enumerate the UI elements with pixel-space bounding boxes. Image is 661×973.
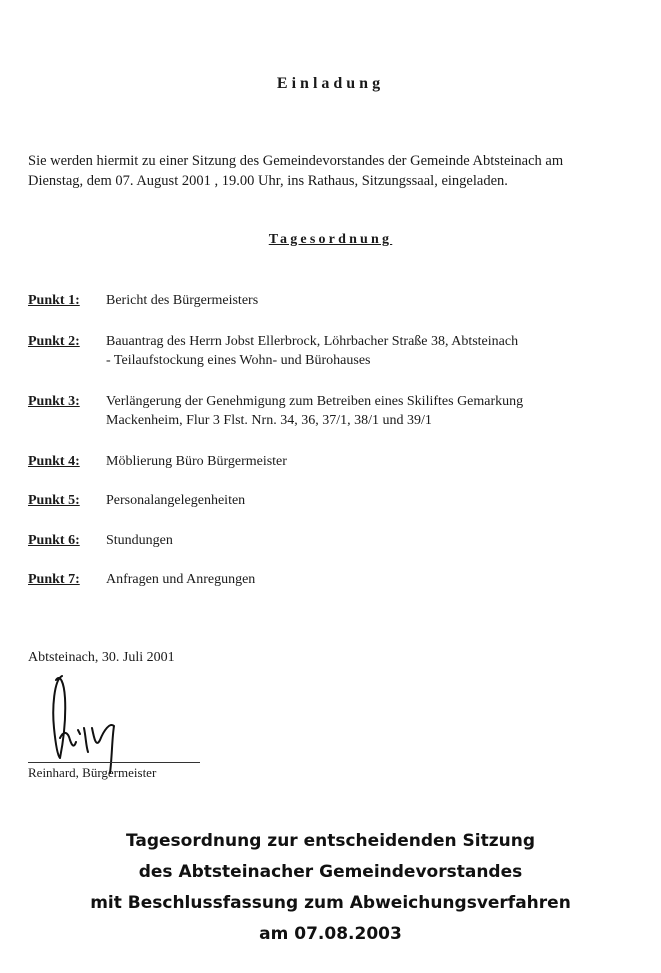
agenda-item-label: Punkt 6: [28, 533, 80, 548]
agenda-item-label: Punkt 5: [28, 493, 80, 508]
agenda-item-text [106, 531, 646, 550]
agenda-item-line: - Teilaufstockung eines Wohn- und Bürohauses [106, 353, 371, 368]
agenda-item-line: Bauantrag des Herrn Jobst Ellerbrock, Löhrbacher Straße 38, Abtsteinach [106, 334, 519, 349]
agenda-item-line: Verlängerung der Genehmigung zum Betreiben eines Skiliftes Gemarkung [106, 394, 524, 409]
agenda-item-text [106, 332, 646, 370]
agenda-item-line: Personalangelegenheiten [106, 493, 246, 508]
document-heading: Einladung [276, 75, 385, 92]
agenda-item-text [106, 392, 646, 430]
agenda-item-label: Punkt 7: [28, 572, 80, 587]
agenda-item-text [106, 491, 646, 510]
agenda-item-label: Punkt 3: [28, 394, 80, 409]
agenda-item-label: Punkt 2: [28, 334, 80, 349]
signer-name: Reinhard, Bürgermeister [28, 765, 157, 780]
agenda-item-line: Möblierung Büro Bürgermeister [106, 454, 287, 469]
intro-line: Sie werden hiermit zu einer Sitzung des Gemeindevorstandes der Gemeinde Abtsteinach am [28, 153, 564, 169]
caption-line: Tagesordnung zur entscheidenden Sitzung [125, 831, 536, 851]
intro-paragraph [28, 151, 653, 191]
agenda-title: Tagesordnung [268, 232, 393, 247]
place-date: Abtsteinach, 30. Juli 2001 [28, 650, 175, 665]
caption-line: des Abtsteinacher Gemeindevorstandes [138, 862, 523, 882]
agenda-item-line: Bericht des Bürgermeisters [106, 293, 259, 308]
agenda-item-text [106, 452, 646, 471]
agenda-item-label: Punkt 4: [28, 454, 80, 469]
agenda-item-label: Punkt 1: [28, 293, 80, 308]
caption-line: mit Beschlussfassung zum Abweichungsverfahren [90, 893, 571, 913]
intro-line: Dienstag, dem 07. August 2001 , 19.00 Uhr, ins Rathaus, Sitzungssaal, eingeladen. [28, 173, 508, 189]
agenda-item-line: Stundungen [106, 533, 173, 548]
agenda-item-line: Mackenheim, Flur 3 Flst. Nrn. 34, 36, 37/1, 38/1 und 39/1 [106, 413, 432, 428]
caption [0, 826, 661, 950]
agenda-item-line: Anfragen und Anregungen [106, 572, 256, 587]
agenda-item-text [106, 570, 646, 589]
caption-line: am 07.08.2003 [259, 924, 402, 944]
signature-line [28, 762, 200, 763]
agenda-item-text [106, 291, 646, 310]
